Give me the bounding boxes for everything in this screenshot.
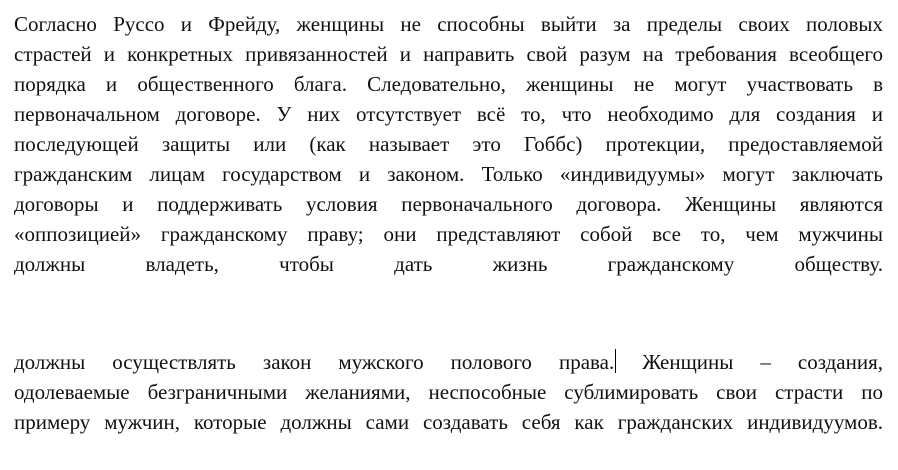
- text-line: порядка и общественного блага. Следовательно, женщины не могут участвовать в: [14, 72, 883, 96]
- text-segment: должны осуществлять закон мужского полового права.: [14, 350, 615, 374]
- text-line: страстей и конкретных привязанностей и направить свой разум на требования всеобщего: [14, 42, 883, 66]
- text-line: «оппозицией» гражданскому праву; они представляют собой все то, чем мужчины: [14, 222, 883, 246]
- text-segment: Женщины – создания,: [615, 350, 883, 374]
- text-line: примеру мужчин, которые должны сами создавать себя как гражданских индивидуумов.: [14, 410, 883, 434]
- text-line: первоначальном договоре. У них отсутствует всё то, что необходимо для создания и: [14, 102, 883, 126]
- text-line: должны владеть, чтобы дать жизнь гражданскому обществу.: [14, 252, 883, 276]
- text-line: договоры и поддерживать условия первоначального договора. Женщины являются: [14, 192, 883, 216]
- paragraph-1: [14, 9, 883, 279]
- text-line: одолеваемые безграничными желаниями, неспособные сублимировать свои страсти по: [14, 380, 883, 404]
- text-line-with-caret: [14, 347, 883, 377]
- text-line: последующей защиты или (как называет это Гоббс) протекции, предоставляемой: [14, 132, 883, 156]
- text-line: Согласно Руссо и Фрейду, женщины не способны выйти за пределы своих половых: [14, 12, 883, 36]
- paragraph-2: [14, 347, 883, 437]
- text-line: гражданским лицам государством и законом. Только «индивидуумы» могут заключать: [14, 162, 883, 186]
